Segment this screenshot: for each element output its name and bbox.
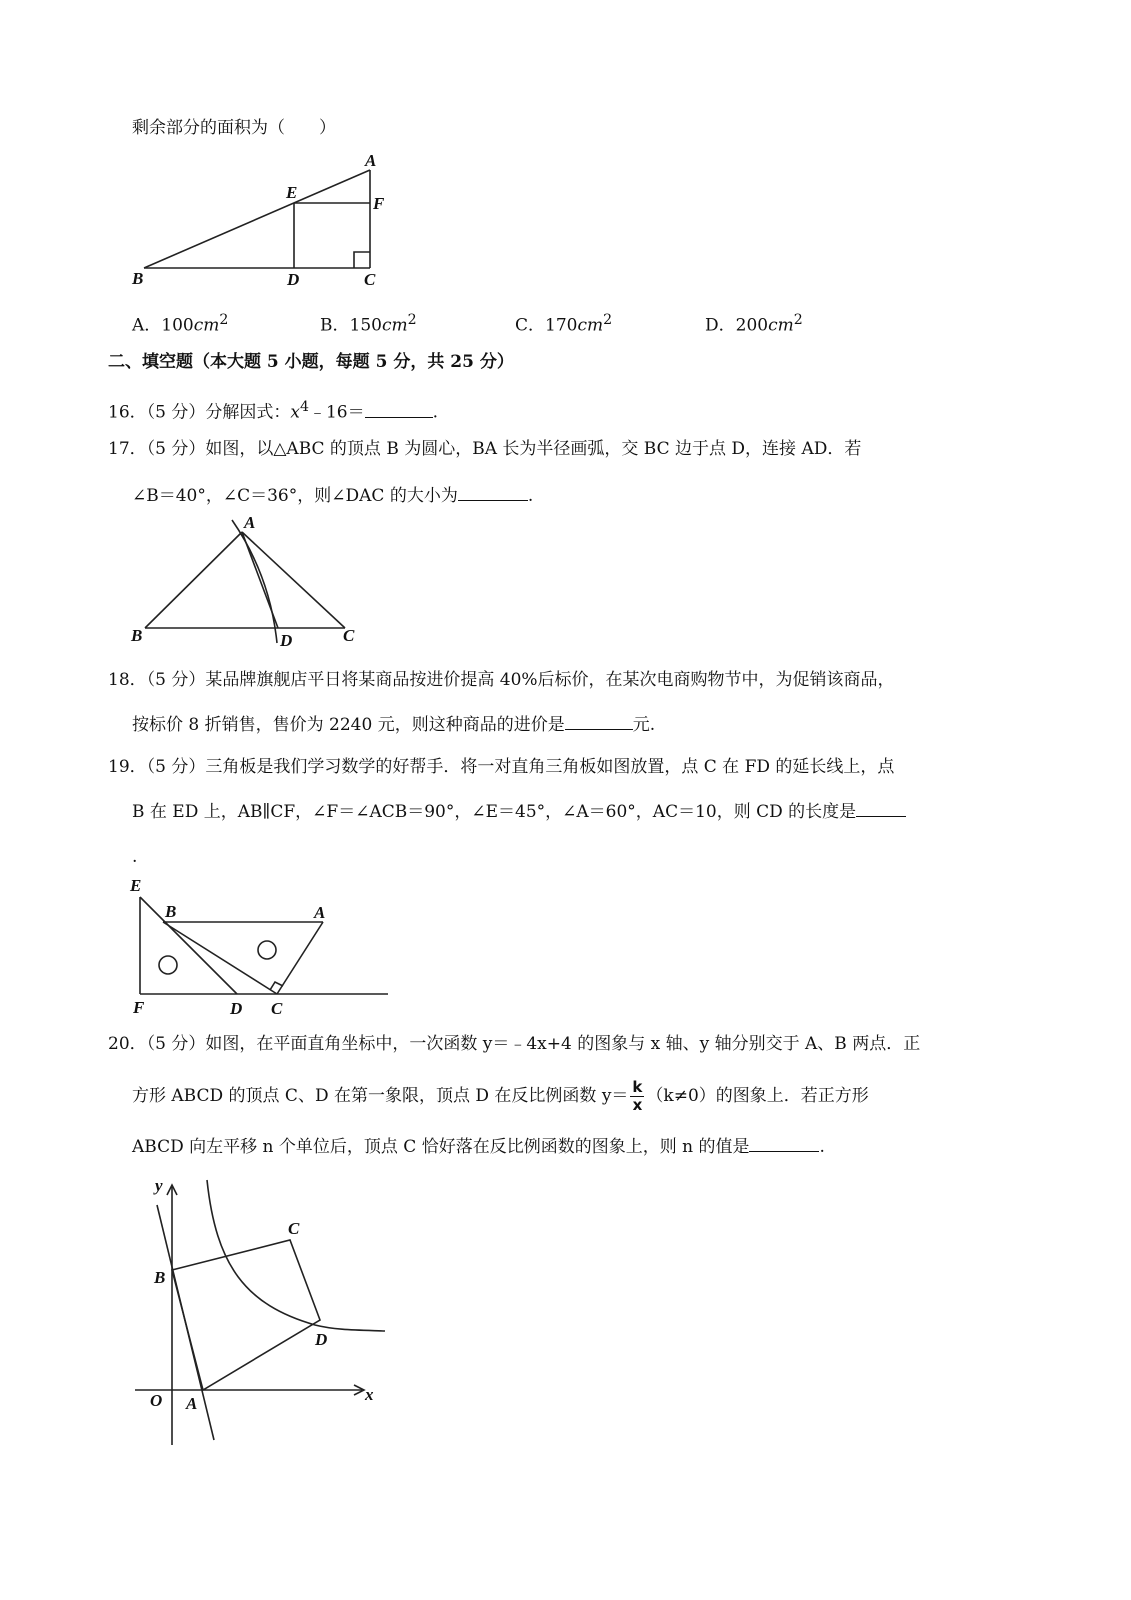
q19-label-F: F <box>133 998 145 1017</box>
fraction-k-over-x: $\frac{k}{x}$ <box>632 1078 643 1114</box>
question-20-line1: 20．（5 分）如图，在平面直角坐标中，一次函数 y＝﹣4x+4 的图象与 x 轴、y 轴分别交于 A、B 两点．正 <box>108 1034 921 1054</box>
q17-label-D: D <box>280 631 293 650</box>
answer-blank <box>856 814 906 817</box>
q19-label-D: D <box>230 999 243 1018</box>
question-19-line2: B 在 ED 上，AB∥CF，∠F＝∠ACB＝90°，∠E＝45°，∠A＝60°，AC＝10，则 CD 的长度是 <box>132 800 906 824</box>
q15-option-d: D．$200cm^2$ <box>705 312 803 336</box>
question-20-line3: ABCD 向左平移 n 个单位后，顶点 C 恰好落在反比例函数的图象上，则 n 的值是 . <box>132 1137 825 1157</box>
q15-tail: 剩余部分的面积为（ ） <box>132 118 336 138</box>
q15-label-E: E <box>286 183 298 202</box>
q15-label-B: B <box>132 269 144 288</box>
q19-label-E: E <box>130 876 142 895</box>
question-18-line2: 按标价 8 折销售，售价为 2240 元，则这种商品的进价是 元. <box>132 715 656 735</box>
q20-label-A: A <box>186 1394 198 1413</box>
q19-label-B: B <box>165 902 177 921</box>
q19-label-C: C <box>271 999 283 1018</box>
answer-blank <box>565 727 633 730</box>
question-17-line2: ∠B＝40°，∠C＝36°，则∠DAC 的大小为 . <box>132 486 534 506</box>
answer-blank <box>458 498 528 501</box>
q19-label-A: A <box>314 903 326 922</box>
q20-label-D: D <box>315 1330 328 1349</box>
question-20-line2: 方形 ABCD 的顶点 C、D 在第一象限，顶点 D 在反比例函数 y＝ $\frac{k}{x}$ （k≠0）的图象上．若正方形 <box>132 1078 869 1114</box>
q20-label-C: C <box>288 1219 300 1238</box>
question-17-line1: 17．（5 分）如图，以△ABC 的顶点 B 为圆心，BA 长为半径画弧，交 BC 边于点 D，连接 AD．若 <box>108 439 862 459</box>
q15-option-b: B．$150cm^2$ <box>320 312 417 336</box>
q19-figure <box>120 872 410 1022</box>
q15-option-a: A．$100cm^2$ <box>132 312 229 336</box>
q17-figure <box>120 515 380 650</box>
q20-label-x: x <box>365 1385 374 1404</box>
q15-option-c: C．$170cm^2$ <box>515 312 613 336</box>
answer-blank <box>749 1149 819 1152</box>
question-18-line1: 18．（5 分）某品牌旗舰店平日将某商品按进价提高 40%后标价，在某次电商购物节中，为促销该商品， <box>108 670 895 690</box>
question-19-line1: 19．（5 分）三角板是我们学习数学的好帮手．将一对直角三角板如图放置，点 C 在 FD 的延长线上，点 <box>108 757 895 777</box>
question-19-line3: . <box>132 847 138 867</box>
section-heading: 二、填空题（本大题 5 小题，每题 5 分，共 25 分） <box>108 352 514 372</box>
q15-figure <box>120 150 420 295</box>
answer-blank <box>365 415 433 418</box>
q20-label-y: y <box>155 1176 163 1195</box>
q17-label-A: A <box>244 513 256 532</box>
q17-label-B: B <box>131 626 143 645</box>
q17-label-C: C <box>343 626 355 645</box>
q15-label-A: A <box>365 151 377 170</box>
q15-label-C: C <box>364 270 376 289</box>
q20-label-O: O <box>150 1391 163 1410</box>
question-16: 16．（5 分）分解因式：$x^4﹣16=$ . <box>108 399 439 423</box>
q15-label-F: F <box>373 194 385 213</box>
q20-label-B: B <box>154 1268 166 1287</box>
q20-figure <box>130 1175 390 1460</box>
q15-label-D: D <box>287 270 300 289</box>
